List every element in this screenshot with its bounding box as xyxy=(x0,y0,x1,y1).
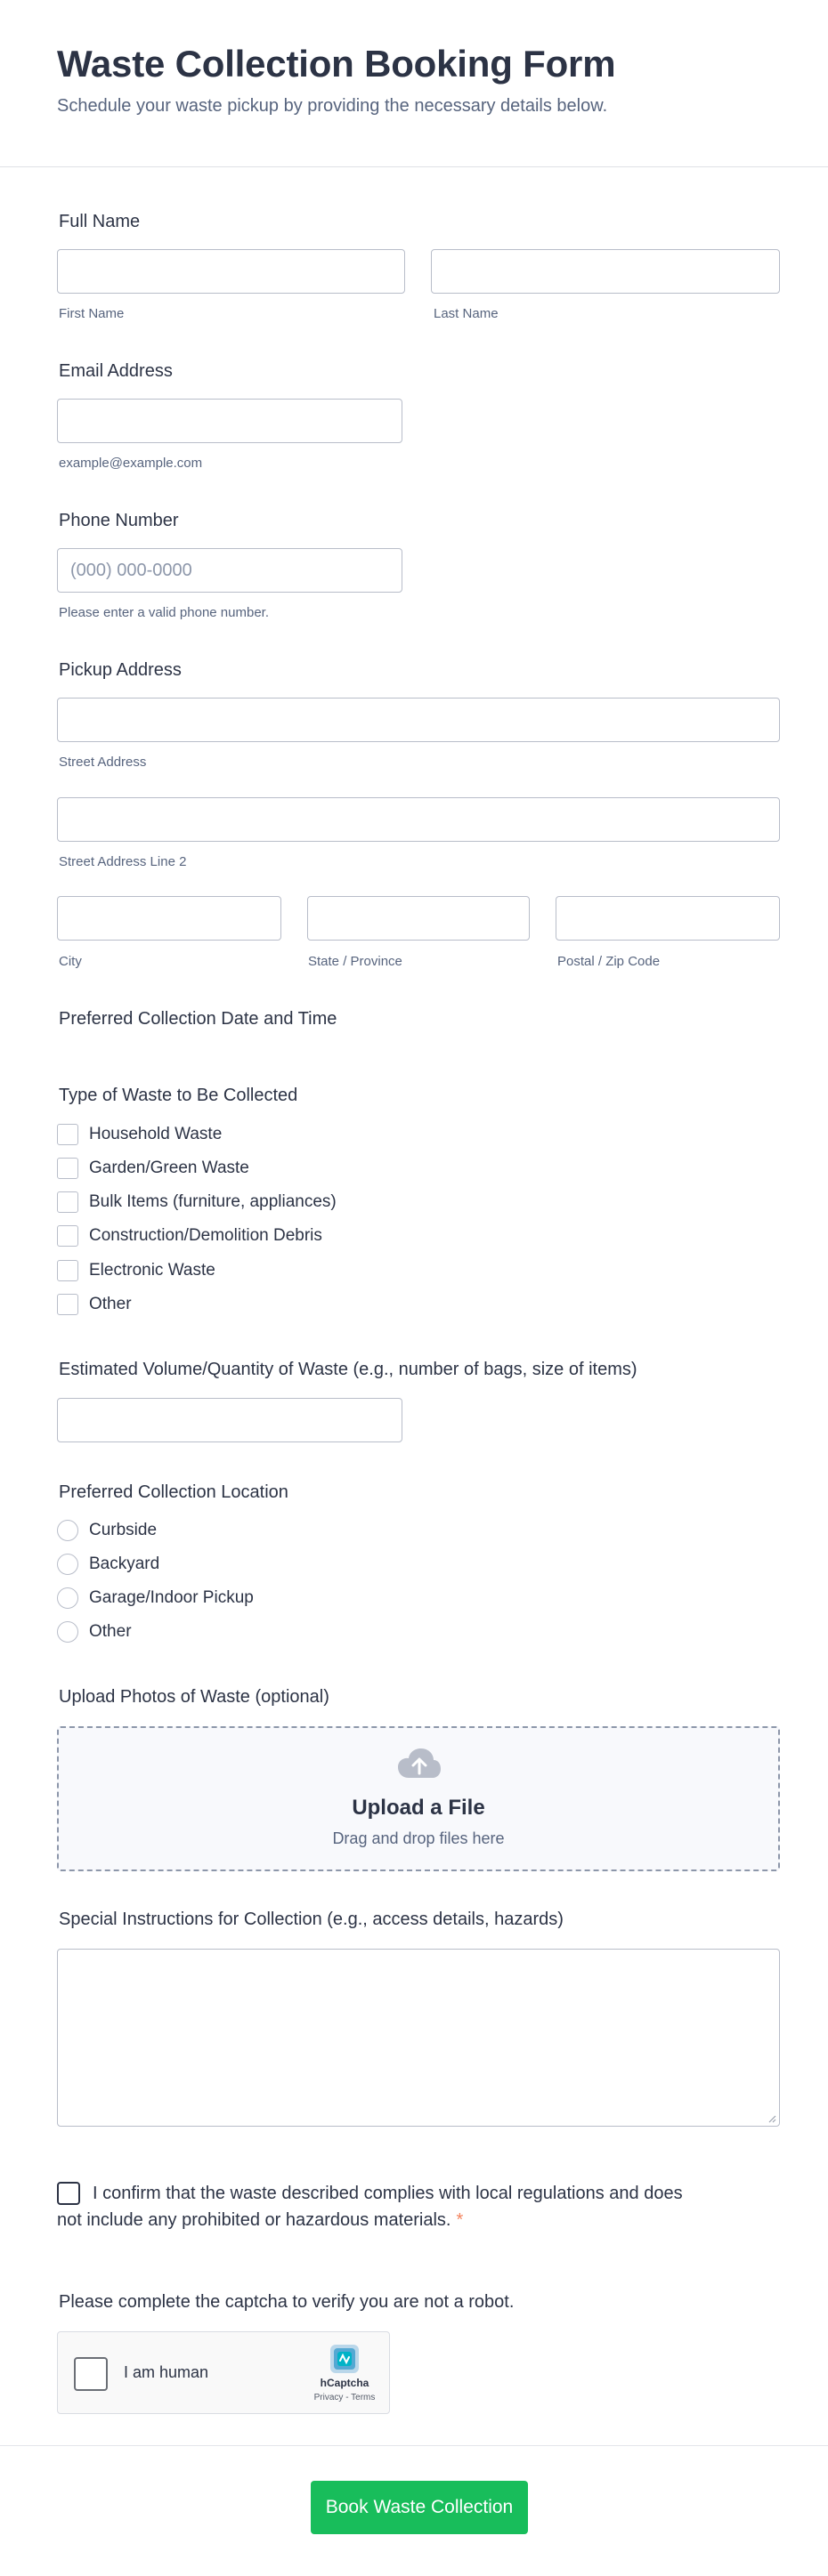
volume-input[interactable] xyxy=(57,1398,402,1442)
email-field[interactable] xyxy=(57,399,402,443)
city-input[interactable] xyxy=(57,896,281,941)
street-address-input[interactable] xyxy=(57,698,780,742)
special-instructions-label: Special Instructions for Collection (e.g., access details, hazards) xyxy=(59,1910,564,1929)
captcha-checkbox[interactable] xyxy=(74,2357,108,2391)
required-mark: * xyxy=(456,2210,464,2230)
phone-sublabel: Please enter a valid phone number. xyxy=(59,605,269,620)
waste-option-electronic[interactable] xyxy=(57,1259,215,1282)
option-label: Bulk Items (furniture, appliances) xyxy=(89,1192,337,1211)
form-subtitle: Schedule your waste pickup by providing the necessary details below. xyxy=(57,96,608,116)
radio[interactable] xyxy=(57,1520,78,1541)
upload-subtitle: Drag and drop files here xyxy=(332,1829,505,1847)
waste-option-garden[interactable] xyxy=(57,1157,249,1180)
hcaptcha-widget xyxy=(57,2331,390,2414)
cloud-upload-icon xyxy=(397,1748,442,1780)
first-name-input[interactable] xyxy=(57,249,405,294)
phone-label: Phone Number xyxy=(59,511,179,530)
special-instructions-textarea[interactable] xyxy=(57,1949,780,2127)
form-title: Waste Collection Booking Form xyxy=(57,43,616,85)
collection-datetime-label: Preferred Collection Date and Time xyxy=(59,1009,337,1029)
file-upload-dropzone[interactable] xyxy=(57,1726,780,1871)
checkbox[interactable] xyxy=(57,1225,78,1247)
waste-option-other[interactable] xyxy=(57,1293,132,1316)
checkbox[interactable] xyxy=(57,1124,78,1145)
city-sublabel: City xyxy=(59,954,82,969)
location-option-garage[interactable] xyxy=(57,1587,254,1610)
state-input[interactable] xyxy=(307,896,530,941)
first-name-sublabel: First Name xyxy=(59,306,125,321)
option-label: Curbside xyxy=(89,1521,158,1539)
upload-title: Upload a File xyxy=(352,1796,485,1820)
captcha-checkbox-label: I am human xyxy=(124,2363,209,2381)
checkbox[interactable] xyxy=(57,1294,78,1315)
option-label: Construction/Demolition Debris xyxy=(89,1226,322,1245)
zip-sublabel: Postal / Zip Code xyxy=(557,954,661,969)
radio[interactable] xyxy=(57,1587,78,1609)
email-sublabel: example@example.com xyxy=(59,456,203,471)
email-label: Email Address xyxy=(59,361,173,381)
volume-label: Estimated Volume/Quantity of Waste (e.g., number of bags, size of items) xyxy=(59,1360,637,1379)
street-address-sublabel: Street Address xyxy=(59,755,147,770)
option-label: Garden/Green Waste xyxy=(89,1159,249,1177)
full-name-label: Full Name xyxy=(59,212,141,231)
last-name-input[interactable] xyxy=(431,249,780,294)
radio[interactable] xyxy=(57,1621,78,1643)
captcha-brand: hCaptcha xyxy=(320,2377,369,2389)
waste-option-bulk[interactable] xyxy=(57,1191,337,1214)
checkbox[interactable] xyxy=(57,1158,78,1179)
waste-option-household[interactable] xyxy=(57,1123,222,1146)
radio[interactable] xyxy=(57,1554,78,1575)
location-option-curbside[interactable] xyxy=(57,1519,157,1542)
location-option-backyard[interactable] xyxy=(57,1553,159,1576)
resize-grip-icon[interactable] xyxy=(766,2112,776,2123)
option-label: Other xyxy=(89,1295,132,1313)
option-label: Electronic Waste xyxy=(89,1261,215,1280)
waste-type-label: Type of Waste to Be Collected xyxy=(59,1086,298,1105)
state-sublabel: State / Province xyxy=(308,954,402,969)
captcha-label: Please complete the captcha to verify you are not a robot. xyxy=(59,2292,515,2312)
checkbox[interactable] xyxy=(57,1260,78,1281)
collection-location-label: Preferred Collection Location xyxy=(59,1482,288,1502)
zip-input[interactable] xyxy=(556,896,780,941)
option-label: Other xyxy=(89,1622,132,1641)
hcaptcha-logo-icon xyxy=(327,2341,362,2377)
book-collection-button[interactable]: Book Waste Collection xyxy=(311,2481,528,2534)
phone-field[interactable] xyxy=(57,548,402,593)
street-address-line2-input[interactable] xyxy=(57,797,780,842)
footer-divider xyxy=(0,2445,828,2446)
upload-photos-label: Upload Photos of Waste (optional) xyxy=(59,1687,329,1707)
pickup-address-label: Pickup Address xyxy=(59,660,182,680)
waste-option-construction[interactable] xyxy=(57,1224,322,1248)
confirm-statement xyxy=(57,2180,698,2233)
confirm-text: I confirm that the waste described complies with local regulations and does not include any prohibited or hazardous materials. xyxy=(57,2184,683,2230)
last-name-sublabel: Last Name xyxy=(434,306,499,321)
form-header xyxy=(0,0,828,167)
option-label: Garage/Indoor Pickup xyxy=(89,1588,254,1607)
captcha-privacy-terms-link[interactable]: Privacy - Terms xyxy=(313,2393,376,2402)
location-option-other[interactable] xyxy=(57,1620,132,1643)
option-label: Household Waste xyxy=(89,1125,223,1143)
checkbox[interactable] xyxy=(57,1191,78,1213)
option-label: Backyard xyxy=(89,1554,160,1573)
street-address-line2-sublabel: Street Address Line 2 xyxy=(59,854,187,869)
